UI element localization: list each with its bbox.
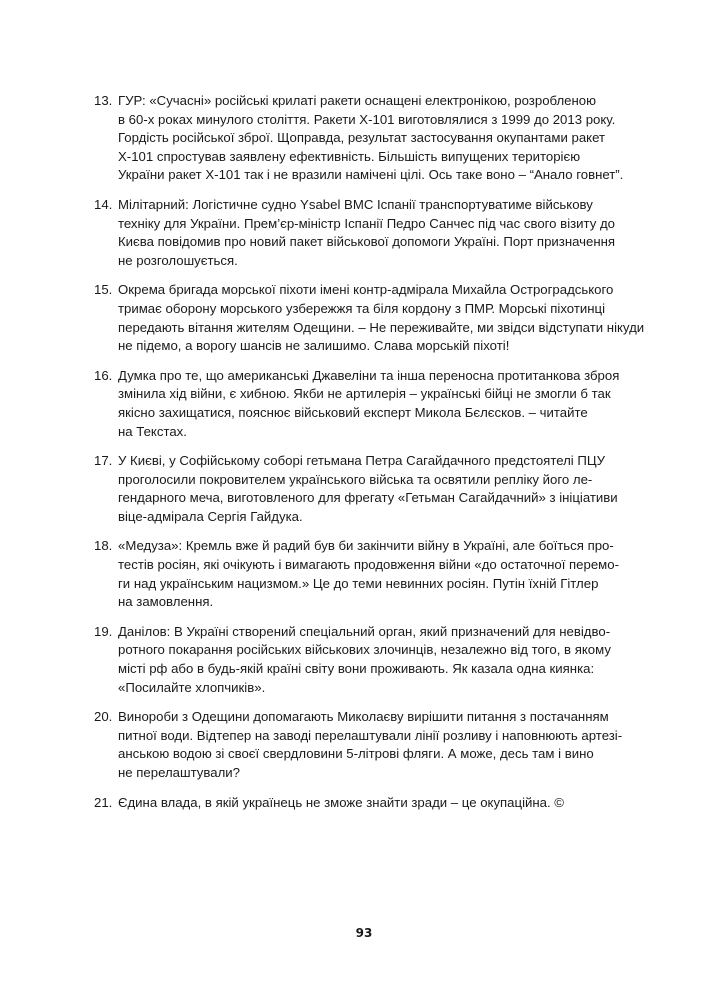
list-item <box>94 708 639 782</box>
page-number: 93 <box>355 926 373 940</box>
text-line: змінила хід війни, є хибною. Якби не артилерія – українські бійці не змогли б так <box>118 386 611 402</box>
text-line: У Києві, у Софійському соборі гетьмана Петра Сагайдачного предстоятелі ПЦУ <box>118 453 606 469</box>
item-text <box>118 196 639 270</box>
item-text <box>118 92 639 185</box>
list-item <box>94 452 639 526</box>
list-item <box>94 623 639 697</box>
item-text <box>118 537 639 611</box>
text-line: «Посилайте хлопчиків». <box>118 679 266 695</box>
text-line: Окрема бригада морської піхоти імені контр-адмірала Михайла Остроградського <box>118 282 614 298</box>
list-item <box>94 92 639 185</box>
text-line: не підемо, а ворогу шансів не залишимо. Слава морській піхоті! <box>118 338 510 354</box>
text-line: Єдина влада, в якій українець не зможе знайти зради – це окупаційна. © <box>118 794 565 810</box>
text-line: на замовлення. <box>118 594 214 610</box>
text-line: України ракет Х-101 так і не вразили намічені цілі. Ось таке воно – “Анало говнет”. <box>118 167 624 183</box>
text-line: проголосили покровителем українського війська та освятили репліку його ле- <box>118 471 593 487</box>
list-item <box>94 196 639 270</box>
item-number: 13. <box>94 93 113 108</box>
list-item <box>94 367 639 441</box>
text-line: Мілітарний: Логістичне судно Ysabel ВМС Іспанії транспортуватиме військову <box>118 196 593 212</box>
text-line: ротного покарання російських військових злочинців, незалежно від того, в якому <box>118 642 611 658</box>
text-line: Думка про те, що американські Джавеліни та інша переносна протитанкова зброя <box>118 367 620 383</box>
text-line: не перелаштували? <box>118 765 240 780</box>
text-line: питної води. Відтепер на заводі перелаштували лінії розливу і наповнюють артезі- <box>118 727 623 743</box>
item-text <box>118 708 639 782</box>
item-number: 15. <box>94 282 113 298</box>
item-text <box>118 367 639 441</box>
item-text <box>118 623 639 697</box>
text-line: тестів росіян, які очікують і вимагають продовження війни «до остаточної перемо- <box>118 557 619 573</box>
text-line: Данілов: В Україні створений спеціальний орган, який призначений для невідво- <box>118 623 611 639</box>
text-line: Винороби з Одещини допомагають Миколаєву вирішити питання з постачанням <box>118 709 609 725</box>
text-line: гендарного меча, виготовленого для фрегату «Гетьман Сагайдачний» з ініціативи <box>118 490 618 506</box>
text-line: віце-адмірала Сергія Гайдука. <box>118 508 303 524</box>
text-line: на Текстах. <box>118 423 187 439</box>
text-line: якісно захищатися, пояснює військовий експерт Микола Бєлєсков. – читайте <box>118 404 588 420</box>
text-line: Гордість російської зброї. Щоправда, результат застосування окупантами ракет <box>118 130 606 146</box>
item-text <box>118 281 644 355</box>
item-number: 18. <box>94 538 113 554</box>
text-line: Х-101 спростував заявлену ефективність. Більшість випущених територією <box>118 148 581 164</box>
text-line: тримає оборону морського узбережжя та біля кордону з ПМР. Морські піхотинці <box>118 300 606 316</box>
item-number: 20. <box>94 709 113 725</box>
item-number: 16. <box>94 367 113 383</box>
text-line: в 60-х роках минулого століття. Ракети Х-101 виготовлялися з 1999 до 2013 року. <box>118 111 616 127</box>
news-list <box>94 92 645 823</box>
text-line: передають вітання жителям Одещини. – Не переживайте, ми звідси відступати нікуди <box>118 319 645 335</box>
text-line: Києва повідомив про новий пакет військової допомоги Україні. Порт призначення <box>118 234 616 250</box>
list-item <box>94 794 639 813</box>
list-item <box>94 537 639 611</box>
text-line: техніку для України. Прем’єр-міністр Іспанії Педро Санчес під час свого візиту до <box>118 215 616 231</box>
list-item <box>94 281 645 355</box>
text-line: «Медуза»: Кремль вже й радий був би закінчити війну в Україні, але боїться про- <box>118 538 614 554</box>
item-number: 14. <box>94 196 113 212</box>
text-line: анською водою зі своєї свердловини 5-літрові фляги. А може, десь там і вино <box>118 746 594 762</box>
item-number: 17. <box>94 453 113 469</box>
text-line: ГУР: «Сучасні» російські крилаті ракети оснащені електронікою, розробленою <box>118 93 597 108</box>
item-number: 21. <box>94 794 113 810</box>
item-number: 19. <box>94 623 113 639</box>
text-line: ги над українським нацизмом.» Це до теми невинних росіян. Путін їхній Гітлер <box>118 575 599 591</box>
text-line: місті рф або в будь-якій країні світу вони проживають. Як казала одна киянка: <box>118 661 595 677</box>
text-line: не розголошується. <box>118 252 238 268</box>
item-text <box>118 794 639 813</box>
item-text <box>118 452 639 526</box>
